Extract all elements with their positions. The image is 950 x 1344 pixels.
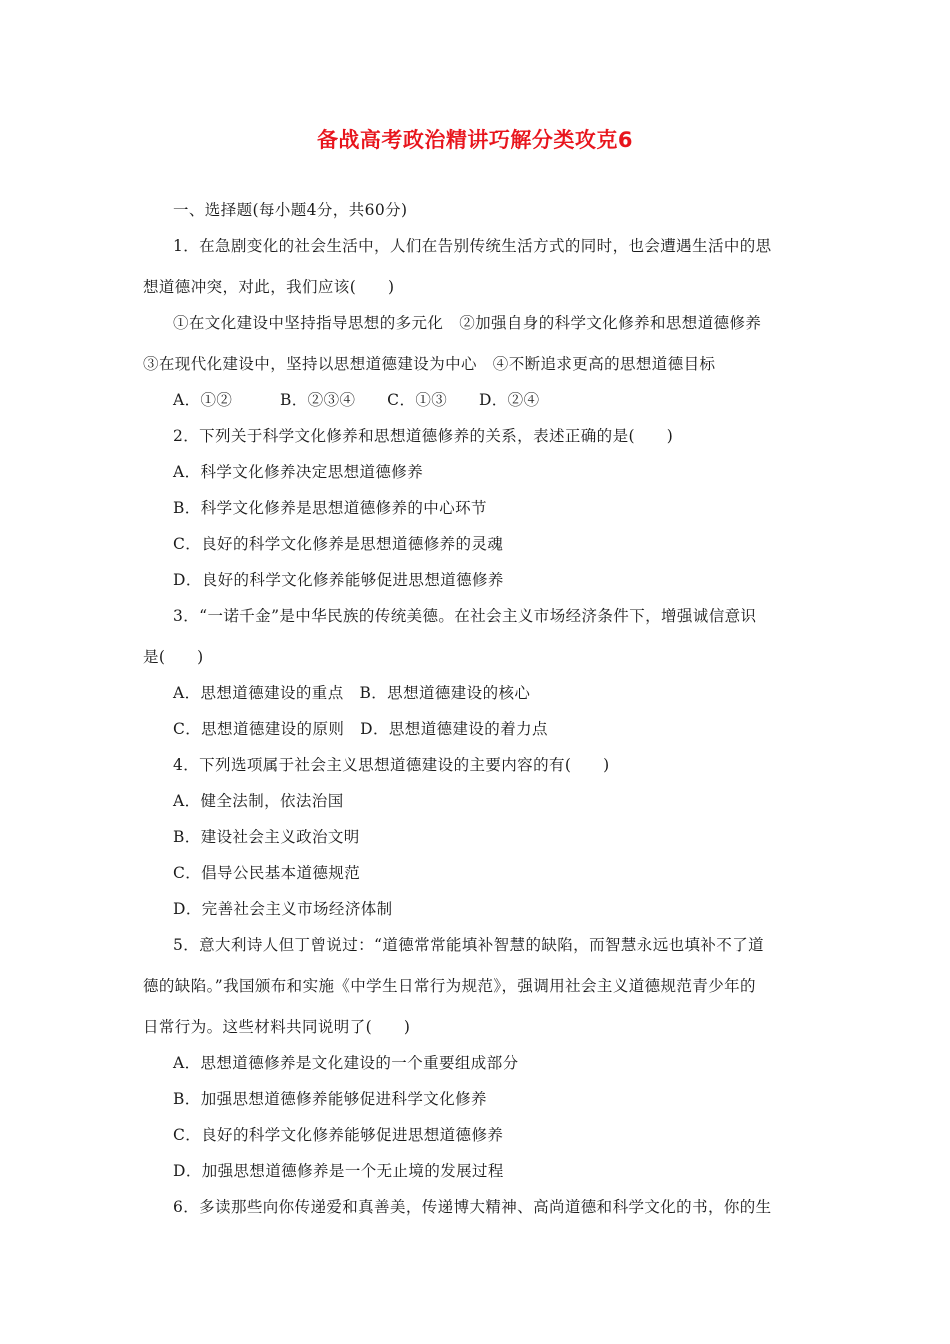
text-line: D．良好的科学文化修养能够促进思想道德修养 xyxy=(173,571,504,589)
text-line: 想道德冲突，对此，我们应该( ) xyxy=(143,278,395,296)
text-line: C．良好的科学文化修养能够促进思想道德修养 xyxy=(173,1126,504,1144)
text-line: 德的缺陷。”我国颁布和实施《中学生日常行为规范》，强调用社会主义道德规范青少年的 xyxy=(143,977,756,995)
text-line: 4．下列选项属于社会主义思想道德建设的主要内容的有( ) xyxy=(173,756,610,774)
text-line: C．倡导公民基本道德规范 xyxy=(173,864,361,882)
text-line: B．加强思想道德修养能够促进科学文化修养 xyxy=(173,1090,487,1108)
text-line: B．建设社会主义政治文明 xyxy=(173,828,360,846)
text-line: D．加强思想道德修养是一个无止境的发展过程 xyxy=(173,1162,504,1180)
text-line: 日常行为。这些材料共同说明了( ) xyxy=(143,1018,411,1036)
text-line: 一、选择题(每小题4分，共60分) xyxy=(173,201,408,219)
text-line: C．思想道德建设的原则 D．思想道德建设的着力点 xyxy=(173,720,548,738)
text-line: A．科学文化修养决定思想道德修养 xyxy=(173,463,424,481)
text-line: 3．“一诺千金”是中华民族的传统美德。在社会主义市场经济条件下，增强诚信意识 xyxy=(173,607,757,625)
text-line: A．①② B．②③④ C．①③ D．②④ xyxy=(173,391,540,409)
text-line: 6．多读那些向你传递爱和真善美，传递博大精神、高尚道德和科学文化的书，你的生 xyxy=(173,1198,772,1216)
text-line: D．完善社会主义市场经济体制 xyxy=(173,900,393,918)
text-line: 5．意大利诗人但丁曾说过：“道德常常能填补智慧的缺陷，而智慧永远也填补不了道 xyxy=(173,936,764,954)
document-title: 备战高考政治精讲巧解分类攻克6 xyxy=(316,128,634,152)
text-line: ③在现代化建设中，坚持以思想道德建设为中心 ④不断追求更高的思想道德目标 xyxy=(143,355,716,373)
text-line: A．健全法制，依法治国 xyxy=(173,792,344,810)
text-line: B．科学文化修养是思想道德修养的中心环节 xyxy=(173,499,487,517)
text-line: 1．在急剧变化的社会生活中，人们在告别传统生活方式的同时，也会遭遇生活中的思 xyxy=(173,237,772,255)
text-line: A．思想道德建设的重点 B．思想道德建设的核心 xyxy=(173,684,531,702)
text-line: C．良好的科学文化修养是思想道德修养的灵魂 xyxy=(173,535,504,553)
text-line: 是( ) xyxy=(143,648,204,666)
text-line: A．思想道德修养是文化建设的一个重要组成部分 xyxy=(173,1054,519,1072)
text-line: ①在文化建设中坚持指导思想的多元化 ②加强自身的科学文化修养和思想道德修养 xyxy=(173,314,762,332)
text-line: 2．下列关于科学文化修养和思想道德修养的关系，表述正确的是( ) xyxy=(173,427,674,445)
